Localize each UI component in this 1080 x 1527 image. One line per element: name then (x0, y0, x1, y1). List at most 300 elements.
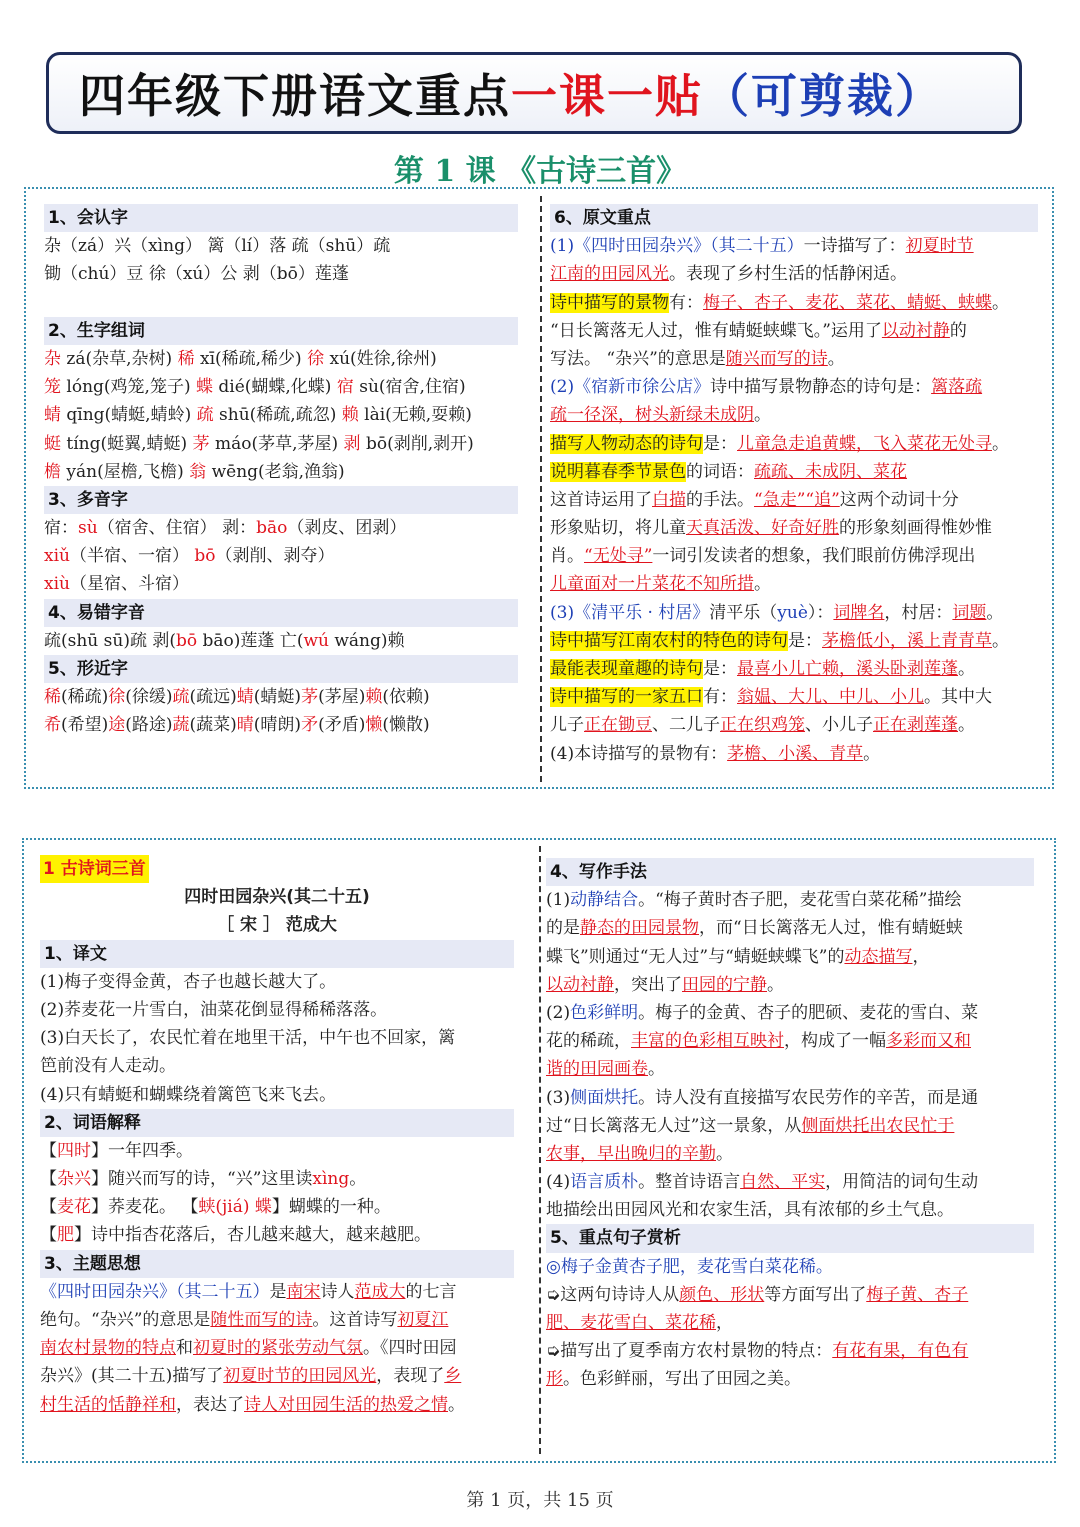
text-span: bō (176, 630, 198, 651)
text-line (44, 430, 518, 458)
text-span: 【 (40, 1140, 57, 1161)
text-span: 5、形近字 (48, 659, 128, 679)
text-line (550, 711, 1038, 739)
text-span: 有花有果，有色有 (832, 1341, 969, 1362)
text-span: 的词语： (686, 461, 754, 482)
text-span: 随性而写的诗 (210, 1310, 313, 1330)
text-span: 4、写作手法 (550, 862, 647, 882)
text-span: bō (194, 546, 216, 567)
text-span: 3、多音字 (48, 489, 128, 510)
card-1-left-column (44, 204, 518, 740)
text-span: 一词引发读者的想象，我们眼前仿佛浮现出 (652, 546, 976, 567)
text-span: 3、主题思想 (44, 1253, 141, 1274)
text-span: 词题 (952, 602, 987, 623)
text-line (550, 599, 1038, 627)
text-span: （剥削、剥夺） (215, 546, 335, 567)
text-span: 。 (349, 1169, 367, 1190)
text-span: (3)《清平乐 · 村居》 (550, 602, 710, 623)
text-line (40, 1165, 514, 1193)
card-2-left-column (40, 855, 514, 1419)
text-span: 是： (703, 433, 737, 454)
text-span: 诗中描写景物静态的诗句是： (710, 377, 932, 398)
text-span: 。 (992, 433, 1009, 454)
text-span: ，表达了 (176, 1394, 244, 1415)
text-line (546, 943, 1034, 971)
text-span: (1)梅子变得金黄，杏子也越长越大了。 (40, 971, 337, 992)
text-span: 的七言 (405, 1281, 457, 1302)
text-line (546, 1140, 1034, 1168)
text-span: 杂（zá）兴（xìng） 篱（lí）落 疏（shū）疏 (44, 236, 391, 257)
text-span: (3) (546, 1087, 571, 1108)
text-span: zá(杂草,杂树) (61, 348, 178, 369)
text-line (550, 486, 1038, 514)
text-line (550, 542, 1038, 570)
text-span: qīng(蜻蜓,蜻蛉) (61, 405, 197, 426)
text-span: (2)荞麦花一片雪白，油菜花倒显得稀稀落落。 (40, 999, 388, 1020)
text-span: ，用简洁的词句生动 (825, 1172, 979, 1193)
text-span: ， (716, 1313, 733, 1333)
text-span: (晴朗) (253, 715, 302, 736)
text-span: lài(无赖,耍赖) (358, 405, 472, 426)
text-line (40, 996, 514, 1024)
text-span: 徐 (307, 348, 325, 369)
text-line (44, 627, 518, 655)
text-span: 。 (648, 1059, 665, 1080)
text-line (546, 1027, 1034, 1055)
text-span: 蝶飞”则通过“无人过”与“蜻蜓蛱蝶飞”的 (546, 946, 845, 967)
text-span: 色彩鲜明 (570, 1002, 639, 1023)
text-span: 多彩而又和 (886, 1031, 971, 1052)
text-span: 是： (703, 659, 737, 679)
text-span: 宿 (336, 377, 354, 398)
text-span: 最能表现童趣的诗句 (550, 659, 703, 679)
text-span: ，表现了 (376, 1366, 445, 1387)
text-line (44, 289, 518, 317)
text-span: xiǔ (44, 546, 70, 567)
text-line (40, 1221, 514, 1249)
text-line (44, 373, 518, 401)
text-span: (稀疏) (61, 687, 109, 708)
text-span: 茅 (301, 687, 319, 708)
text-span: 途 (108, 715, 126, 736)
text-span: 四时 (57, 1140, 91, 1161)
text-line (40, 1052, 514, 1080)
text-span: 绝句。“杂兴”的意思是 (40, 1310, 211, 1330)
text-span: 剥 (343, 433, 361, 454)
text-span: 笼 (44, 377, 61, 398)
text-span: 1 古诗词三首 (40, 855, 149, 883)
text-line (546, 1196, 1034, 1224)
text-span: 说明暮春季节景色 (550, 461, 686, 482)
text-span: “无处寻” (584, 546, 653, 567)
text-span: dié(蝴蝶,化蝶) (212, 377, 337, 398)
text-span: yán(屋檐,飞檐) (61, 461, 190, 482)
text-line (550, 514, 1038, 542)
text-line (546, 886, 1034, 914)
text-span: 的是 (546, 918, 580, 939)
text-span: 。诗人没有直接描写农民劳作的辛苦，而是通 (638, 1087, 979, 1108)
text-line (40, 855, 514, 883)
text-line (40, 911, 514, 939)
text-span: “急走”“追” (754, 489, 840, 510)
card-1-right-column (550, 204, 1038, 768)
text-span: 4、易错字音 (48, 602, 145, 623)
text-line (550, 260, 1038, 288)
text-line (40, 1334, 514, 1362)
text-line (550, 345, 1038, 373)
text-span: 丰富的色彩相互映衬 (631, 1031, 784, 1052)
section-heading (44, 655, 518, 683)
text-span: 5、重点句子赏析 (550, 1228, 681, 1249)
text-span: (4) (546, 1172, 571, 1193)
card-2-divider (539, 846, 541, 1454)
text-span: 杂 (44, 348, 61, 369)
text-line (550, 683, 1038, 711)
text-span: 谐的田园画卷 (546, 1059, 648, 1080)
text-span: 诗中描写的一家五口 (550, 687, 703, 708)
text-span: 蜓 (44, 433, 61, 454)
text-line (550, 289, 1038, 317)
text-span: 初夏江 (397, 1310, 449, 1330)
text-span: 的形象刻画得惟妙惟 (839, 518, 992, 539)
text-span: 江南的田园风光 (550, 264, 669, 285)
text-span: 形象贴切，将儿童 (550, 518, 686, 539)
text-span: 蛱(jiá) 蝶 (198, 1197, 272, 1218)
text-span: 和 (176, 1338, 193, 1359)
text-span: 。 (767, 974, 784, 995)
page-footer: 第 1 页，共 15 页 (466, 1490, 614, 1511)
text-span: 静态的田园景物 (580, 918, 699, 939)
text-span: （宿舍、住宿） 剥： (97, 518, 257, 539)
text-span: (2)《宿新市徐公店》 (550, 377, 711, 398)
text-line (44, 570, 518, 598)
text-line (546, 1281, 1034, 1309)
text-span: 写法。 “杂兴”的意思是 (550, 348, 726, 369)
text-line (44, 260, 518, 288)
text-span: (4)只有蜻蜓和蝴蝶绕着篱笆飞来飞去。 (40, 1084, 337, 1105)
text-span: 。梅子的金黄、杏子的肥硕、麦花的雪白、菜 (638, 1002, 979, 1023)
section-heading (546, 1224, 1034, 1252)
text-span: (3)白天长了，农民忙着在地里干活，中午也不回家，篱 (40, 1028, 456, 1049)
text-span: 稀 (177, 348, 195, 369)
text-span: 希 (44, 715, 61, 736)
text-span: (茅屋) (318, 687, 366, 708)
section-heading (44, 599, 518, 627)
text-line (40, 968, 514, 996)
text-span: 疏 (172, 687, 190, 708)
text-span: ➭这两句诗诗人从 (546, 1284, 680, 1305)
text-span: (蜻蜓) (253, 687, 302, 708)
text-span: 词牌名 (833, 602, 885, 623)
text-span: bāo (256, 518, 288, 539)
text-span: 有： (703, 687, 737, 708)
text-span: 乡 (444, 1366, 462, 1387)
text-span: 疏(shū sū)疏 剥( (44, 630, 176, 651)
text-line (44, 401, 518, 429)
text-span: 。 (992, 292, 1009, 313)
text-span: 。这首诗写 (312, 1310, 398, 1330)
text-span: 初夏时节 (905, 236, 974, 257)
title-part2: 一课一贴 (511, 69, 703, 123)
text-span: 。 (754, 574, 771, 595)
text-line (44, 232, 518, 260)
text-span: 。 (448, 1394, 465, 1415)
text-span: 形 (546, 1369, 563, 1390)
text-line (546, 1337, 1034, 1365)
text-span: 赖 (365, 687, 383, 708)
text-line (550, 430, 1038, 458)
text-line (546, 999, 1034, 1027)
text-span: lóng(鸡笼,笼子) (61, 377, 196, 398)
text-span: ， (912, 946, 930, 967)
text-span: (2) (546, 1002, 571, 1023)
text-span: bāo)莲蓬 亡( (197, 630, 304, 651)
text-line (546, 1112, 1034, 1140)
text-span: 诗人对田园生活的热爱之情 (244, 1394, 448, 1415)
text-span: 儿童急走追黄蝶，飞入菜花无处寻 (737, 433, 992, 454)
title-part3: （可剪裁） (703, 69, 943, 123)
text-span: 【 (40, 1225, 57, 1246)
text-span: 。 (716, 1143, 733, 1164)
text-span: sù (78, 518, 98, 539)
text-span: (路途) (125, 715, 173, 736)
text-span: 。 (754, 405, 771, 426)
text-span: tíng(蜓翼,蜻蜓) (61, 433, 193, 454)
section-heading (40, 940, 514, 968)
text-span: 翁 (189, 461, 207, 482)
text-span: 正在锄豆 (584, 715, 652, 736)
text-line (40, 1362, 514, 1390)
text-span: ◎梅子金黄杏子肥，麦花雪白菜花稀。 (546, 1256, 833, 1277)
text-span: 】诗中指杏花落后，杏儿越来越大，越来越肥。 (74, 1225, 431, 1246)
text-span: 蜻 (236, 687, 254, 708)
text-line (550, 317, 1038, 345)
text-span: wú (303, 630, 329, 651)
text-span: 。《四时田园 (363, 1338, 457, 1359)
text-span: 农事，早出晚归的辛勤 (546, 1143, 716, 1164)
text-span: 杂兴》(其二十五)描写了 (40, 1366, 224, 1387)
text-span: 茅檐低小，溪上青青草 (822, 630, 992, 651)
text-span: 。 (992, 630, 1009, 651)
text-line (44, 711, 518, 739)
text-span: 。“梅子黄时杏子肥，麦花雪白菜花稀”描绘 (638, 890, 962, 911)
text-span: (懒散) (382, 715, 430, 736)
text-span: 语言质朴 (570, 1172, 639, 1193)
text-span: 懒 (365, 715, 383, 736)
text-span: sù(宿舍,住宿) (353, 377, 466, 398)
text-span: 翁媪、大儿、中儿、小儿 (737, 687, 924, 708)
text-line (40, 1024, 514, 1052)
text-span: ［ 宋 ］ 范成大 (217, 915, 337, 936)
text-span: 1、会认字 (48, 208, 128, 228)
text-span: 1、译文 (44, 943, 107, 964)
text-span: ）： (807, 602, 834, 623)
text-line (550, 458, 1038, 486)
text-span: 。色彩鲜丽，写出了田园之美。 (563, 1369, 801, 1390)
text-span: 茅檐、小溪、青草 (727, 743, 864, 764)
text-line (44, 458, 518, 486)
section-heading (44, 317, 518, 345)
section-heading (40, 1250, 514, 1278)
text-span: 6、原文重点 (554, 208, 651, 228)
text-span: 南宋 (286, 1281, 321, 1302)
text-span: bō(剥削,剥开) (360, 433, 474, 454)
text-span: ，村居： (884, 602, 953, 623)
text-line (44, 542, 518, 570)
text-span: 梅子黄、杏子 (866, 1284, 969, 1305)
text-span: 蔬 (172, 715, 190, 736)
card-1-divider (540, 196, 542, 782)
text-span: 蝶 (195, 377, 213, 398)
text-span: 这首诗运用了 (550, 489, 652, 510)
text-span: 诗中描写的景物 (550, 292, 669, 313)
text-span: wēng(老翁,渔翁) (206, 461, 345, 482)
text-span: 南农村景物的特点 (40, 1338, 176, 1359)
text-span: 随兴而写的诗 (725, 348, 828, 369)
text-span: 白描 (652, 489, 686, 510)
text-line (550, 570, 1038, 598)
text-span: xú(姓徐,徐州) (324, 348, 437, 369)
text-span: ，而“日长篱落无人过，惟有蜻蜓蛱 (699, 918, 963, 939)
text-span: (1) (546, 890, 571, 911)
text-span: (矛盾) (318, 715, 366, 736)
text-span: 一诗描写了： (803, 236, 906, 257)
text-span: 】荞麦花。 【 (91, 1197, 199, 1218)
text-span: 范成大 (354, 1281, 406, 1302)
text-span: 以动衬静 (881, 320, 950, 341)
text-line (550, 627, 1038, 655)
text-span: xī(稀疏,稀少) (194, 348, 308, 369)
text-span: 以动衬静 (546, 974, 614, 995)
text-span: 初夏时节的田园风光 (223, 1366, 377, 1387)
text-span: 。表现了乡村生活的恬静闲适。 (669, 264, 907, 285)
title-part1: 四年级下册语文重点 (79, 69, 511, 123)
text-span: 诗人 (320, 1281, 355, 1302)
text-span: 。整首诗语言 (638, 1172, 741, 1193)
text-span: wáng)赖 (328, 630, 405, 651)
text-line (550, 655, 1038, 683)
text-line (546, 914, 1034, 942)
text-span: 矛 (301, 715, 319, 736)
text-span: 动静结合 (570, 890, 639, 911)
text-span: 麦花 (57, 1197, 91, 1218)
text-span: 晴 (236, 715, 254, 736)
text-span: 的 (949, 320, 967, 341)
text-span: 村生活的恬静祥和 (40, 1394, 176, 1415)
text-line (40, 1137, 514, 1165)
text-span: 肥 (57, 1225, 74, 1246)
text-line (40, 1193, 514, 1221)
text-span: （半宿、一宿） (69, 546, 195, 567)
text-span: 】蝴蝶的一种。 (271, 1197, 391, 1218)
text-span: 。 (827, 348, 845, 369)
text-span: (依赖) (382, 687, 430, 708)
text-span: 。 (958, 659, 975, 679)
text-span: 锄（chú）豆 徐（xú）公 剥（bō）莲蓬 (44, 264, 349, 285)
text-span: （星宿、斗宿） (69, 574, 189, 595)
text-span: shū(稀疏,疏忽) (213, 405, 342, 426)
text-span: 疏一径深，树头新绿未成阴 (550, 405, 754, 426)
text-span: ➭描写出了夏季南方农村景物的特点： (546, 1341, 833, 1362)
text-span: 诗中描写江南农村的特色的诗句 (550, 630, 788, 651)
text-span: 是： (788, 630, 822, 651)
text-span: 四时田园杂兴(其二十五) (184, 887, 370, 908)
text-span: 最喜小儿亡赖，溪头卧剥莲蓬 (737, 659, 958, 679)
text-span: (4)本诗描写的景物有： (550, 743, 728, 764)
section-heading (546, 858, 1034, 886)
text-line (40, 883, 514, 911)
text-line (550, 401, 1038, 429)
text-line (44, 514, 518, 542)
text-span: 初夏时的紧张劳动气氛 (193, 1338, 363, 1359)
text-span: 过“日长篱落无人过”这一景象，从 (546, 1115, 802, 1136)
text-span: 檐 (44, 461, 61, 482)
text-line (546, 1253, 1034, 1281)
text-span: 等方面写出了 (764, 1284, 867, 1305)
lesson-title: 第 1 课 《古诗三首》 (393, 154, 687, 189)
text-span: 侧面烘托出农民忙于 (801, 1115, 955, 1136)
text-line (546, 1084, 1034, 1112)
text-span: 2、生字组词 (48, 320, 145, 341)
text-span: 】随兴而写的诗，“兴”这里读 (91, 1169, 313, 1190)
text-span: （剥皮、团剥） (287, 518, 407, 539)
text-span: 、二儿子 (652, 715, 720, 736)
text-span: “日长篱落无人过，惟有蜻蜓蛱蝶飞。”运用了 (550, 320, 882, 341)
text-span: 宿： (44, 518, 78, 539)
text-line (546, 1055, 1034, 1083)
text-span: 茅 (192, 433, 210, 454)
text-span: 。 (958, 715, 975, 736)
text-line (40, 1081, 514, 1109)
text-span: 这两个动词十分 (839, 489, 959, 510)
text-span: (1)《四时田园杂兴》（其二十五） (550, 236, 804, 257)
text-span: 儿子 (550, 715, 584, 736)
text-span: 自然、平实 (740, 1172, 826, 1193)
text-span: 疏 (196, 405, 214, 426)
text-span: (蔬菜) (189, 715, 237, 736)
text-line (550, 373, 1038, 401)
text-span: (疏远) (189, 687, 237, 708)
text-line (44, 345, 518, 373)
section-heading (550, 204, 1038, 232)
text-span: 动态描写 (844, 946, 913, 967)
text-span: 梅子、杏子、麦花、菜花、蜻蜓、蛱蝶 (703, 292, 992, 313)
text-line (546, 971, 1034, 999)
text-span: 的手法。 (686, 489, 754, 510)
text-span: 笆前没有人走动。 (40, 1056, 176, 1077)
text-span: 徐 (108, 687, 126, 708)
text-span: yuè (777, 602, 808, 623)
text-span: 正在织鸡笼 (720, 715, 805, 736)
text-span: 是 (269, 1281, 287, 1302)
text-span: 肖。 (550, 546, 584, 567)
text-span: 2、词语解释 (44, 1112, 141, 1133)
text-span: 稀 (44, 687, 61, 708)
text-span: (徐缓) (125, 687, 173, 708)
text-span: xìng (312, 1169, 350, 1190)
text-span: ，构成了一幅 (784, 1031, 886, 1052)
text-span: 描写人物动态的诗句 (550, 433, 703, 454)
text-span: 天真活泼、好奇好胜 (686, 518, 839, 539)
text-span: xiù (44, 574, 70, 595)
page-title (46, 52, 1022, 134)
text-line (40, 1391, 514, 1419)
card-2-right-column (546, 858, 1034, 1394)
text-span: 杂兴 (57, 1169, 91, 1190)
text-span: 】一年四季。 (91, 1140, 193, 1161)
text-span: 田园的宁静 (682, 974, 767, 995)
text-span: 颜色、形状 (679, 1284, 765, 1305)
